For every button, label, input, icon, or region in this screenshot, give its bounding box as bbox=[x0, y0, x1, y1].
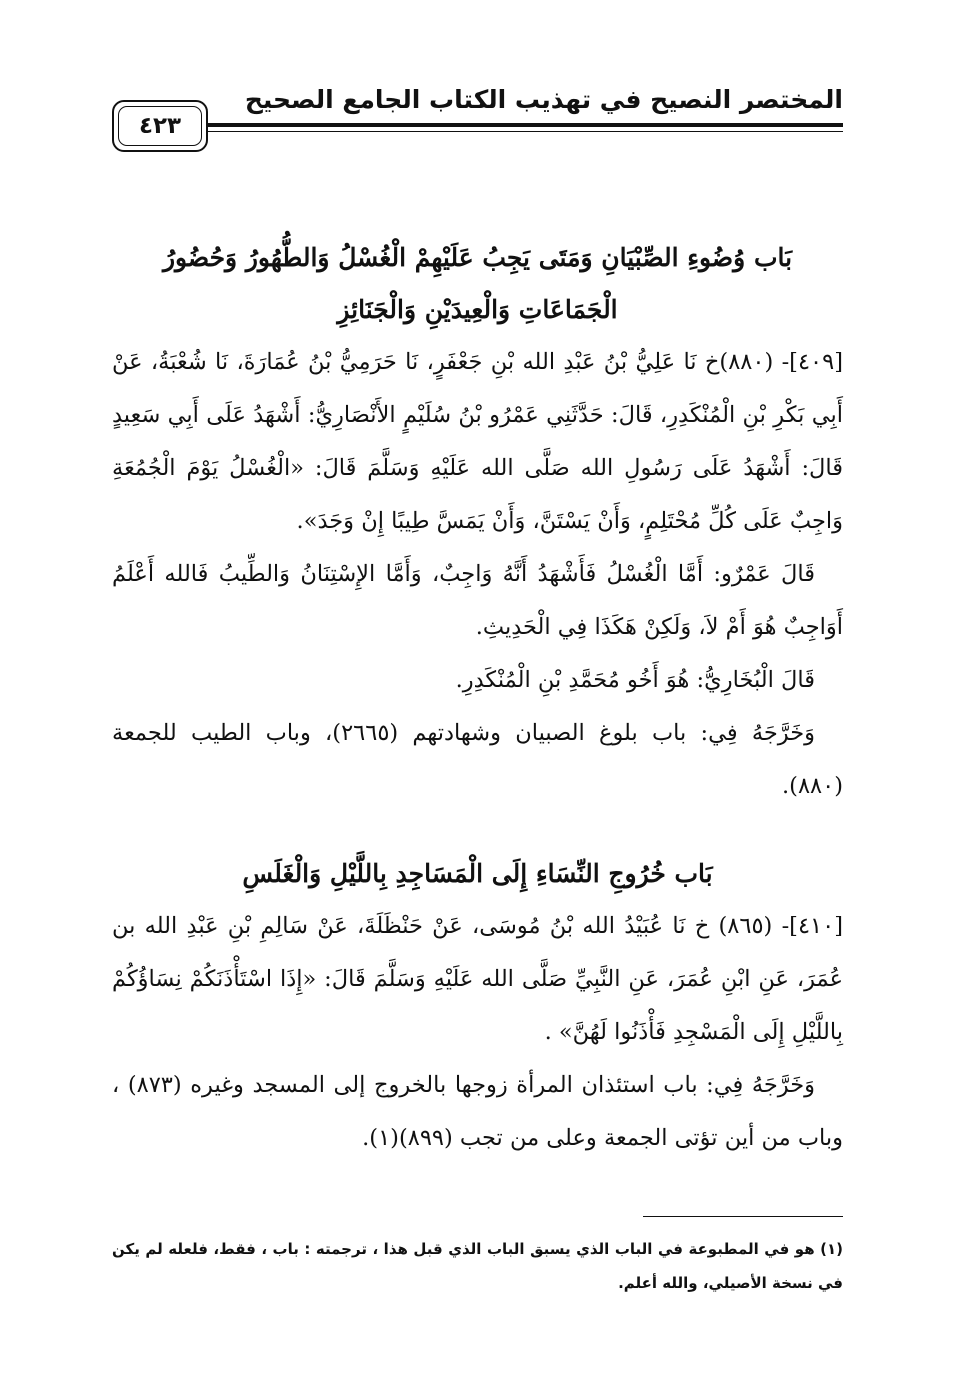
chapter-1 bbox=[112, 232, 843, 813]
header-rule-thin bbox=[206, 131, 843, 132]
footnote-1: (١) هو في المطبوعة في الباب الذي يسبق الباب الذي قبل هذا ، ترجمته : باب ، فقط، فلعله لم يكن في نسخة الأصيلي، والله أعلم. bbox=[112, 1240, 843, 1292]
chapter-1-title: بَاب وُضُوءِ الصِّبْيَانِ وَمَتَى يَجِبُ عَلَيْهِمْ الْغُسْلُ وَالطُّهُورُ وَحُضُورُ الْجَمَاعَاتِ وَالْعِيدَيْنِ وَالْجَنَائِزِ bbox=[162, 243, 793, 324]
chapter-2 bbox=[112, 848, 843, 1165]
page-number: ٤٢٣ bbox=[138, 113, 182, 139]
chapter-2-title: بَاب خُرُوجِ النِّسَاءِ إِلَى الْمَسَاجِدِ بِاللَّيْلِ وَالْغَلَسِ bbox=[242, 859, 713, 888]
bukhari-note: قَالَ الْبُخَارِيُّ: هُوَ أَخُو مُحَمَّدِ بْنِ الْمُنْكَدِرِ. bbox=[455, 667, 815, 693]
takhrij-1: وَخَرَّجَهُ فِي: باب بلوغ الصبيان وشهادتهم (٢٦٦٥)، وباب الطيب للجمعة (٨٨٠). bbox=[112, 720, 843, 799]
hadith-410: [٤١٠]- (٨٦٥) خ نَا عُبَيْدُ الله بْنُ مُوسَى، عَنْ حَنْظَلَةَ، عَنْ سَالِمِ بْنِ عَبْدِ الله بن عُمَرَ، عَنِ ابْنِ عُمَرَ، عَنِ النَّبِيِّ صَلَّى الله عَلَيْهِ وَسَلَّمَ قَالَ: «إِذَا اسْتَأْذَنَكُمْ نِسَاؤُكُمْ بِاللَّيْلِ إِلَى الْمَسْجِدِ فَأْذَنُوا لَهُنَّ» . bbox=[112, 913, 844, 1045]
page-number-box bbox=[112, 100, 208, 152]
hadith-409: [٤٠٩]- (٨٨٠)خ نَا عَلِيُّ بْنُ عَبْدِ الله بْنِ جَعْفَرٍ، نَا حَرَمِيُّ بْنُ عُمَارَةَ، نَا شُعْبَةُ، عَنْ أَبِي بَكْرِ بْنِ الْمُنْكَدِرِ، قَالَ: حَدَّثَنِي عَمْرُو بْنُ سُلَيْمٍ الأَنْصَارِيُّ: أَشْهَدُ عَلَى أَبِي سَعِيدٍ قَالَ: أَشْهَدُ عَلَى رَسُولِ الله صَلَّى الله عَلَيْهِ وَسَلَّمَ قَالَ: «الْغُسْلُ يَوْمَ الْجُمُعَةِ وَاجِبٌ عَلَى كُلِّ مُحْتَلِمٍ، وَأَنْ يَسْتَنَّ، وَأَنْ يَمَسَّ طِيبًا إِنْ وَجَدَ». bbox=[112, 349, 844, 534]
amr-note: قَالَ عَمْرٌو: أَمَّا الْغُسْلُ فَأَشْهَدُ أَنَّهُ وَاجِبٌ، وَأَمَّا الإِسْتِنَانُ وَالطِّيبُ فَالله أَعْلَمُ أَوَاجِبٌ هُوَ أَمْ لاَ، وَلَكِنْ هَكَذَا فِي الْحَدِيثِ. bbox=[112, 561, 843, 640]
running-header-title: المختصر النصيح في تهذيب الكتاب الجامع الصحيح bbox=[244, 85, 843, 114]
takhrij-2: وَخَرَّجَهُ فِي: باب استئذان المرأة زوجها بالخروج إلى المسجد وغيره (٨٧٣) ، وباب من أين تؤتى الجمعة وعلى من تجب (٨٩٩)(١). bbox=[112, 1072, 843, 1151]
header-rule bbox=[206, 123, 843, 127]
footnote-rule bbox=[643, 1216, 843, 1217]
